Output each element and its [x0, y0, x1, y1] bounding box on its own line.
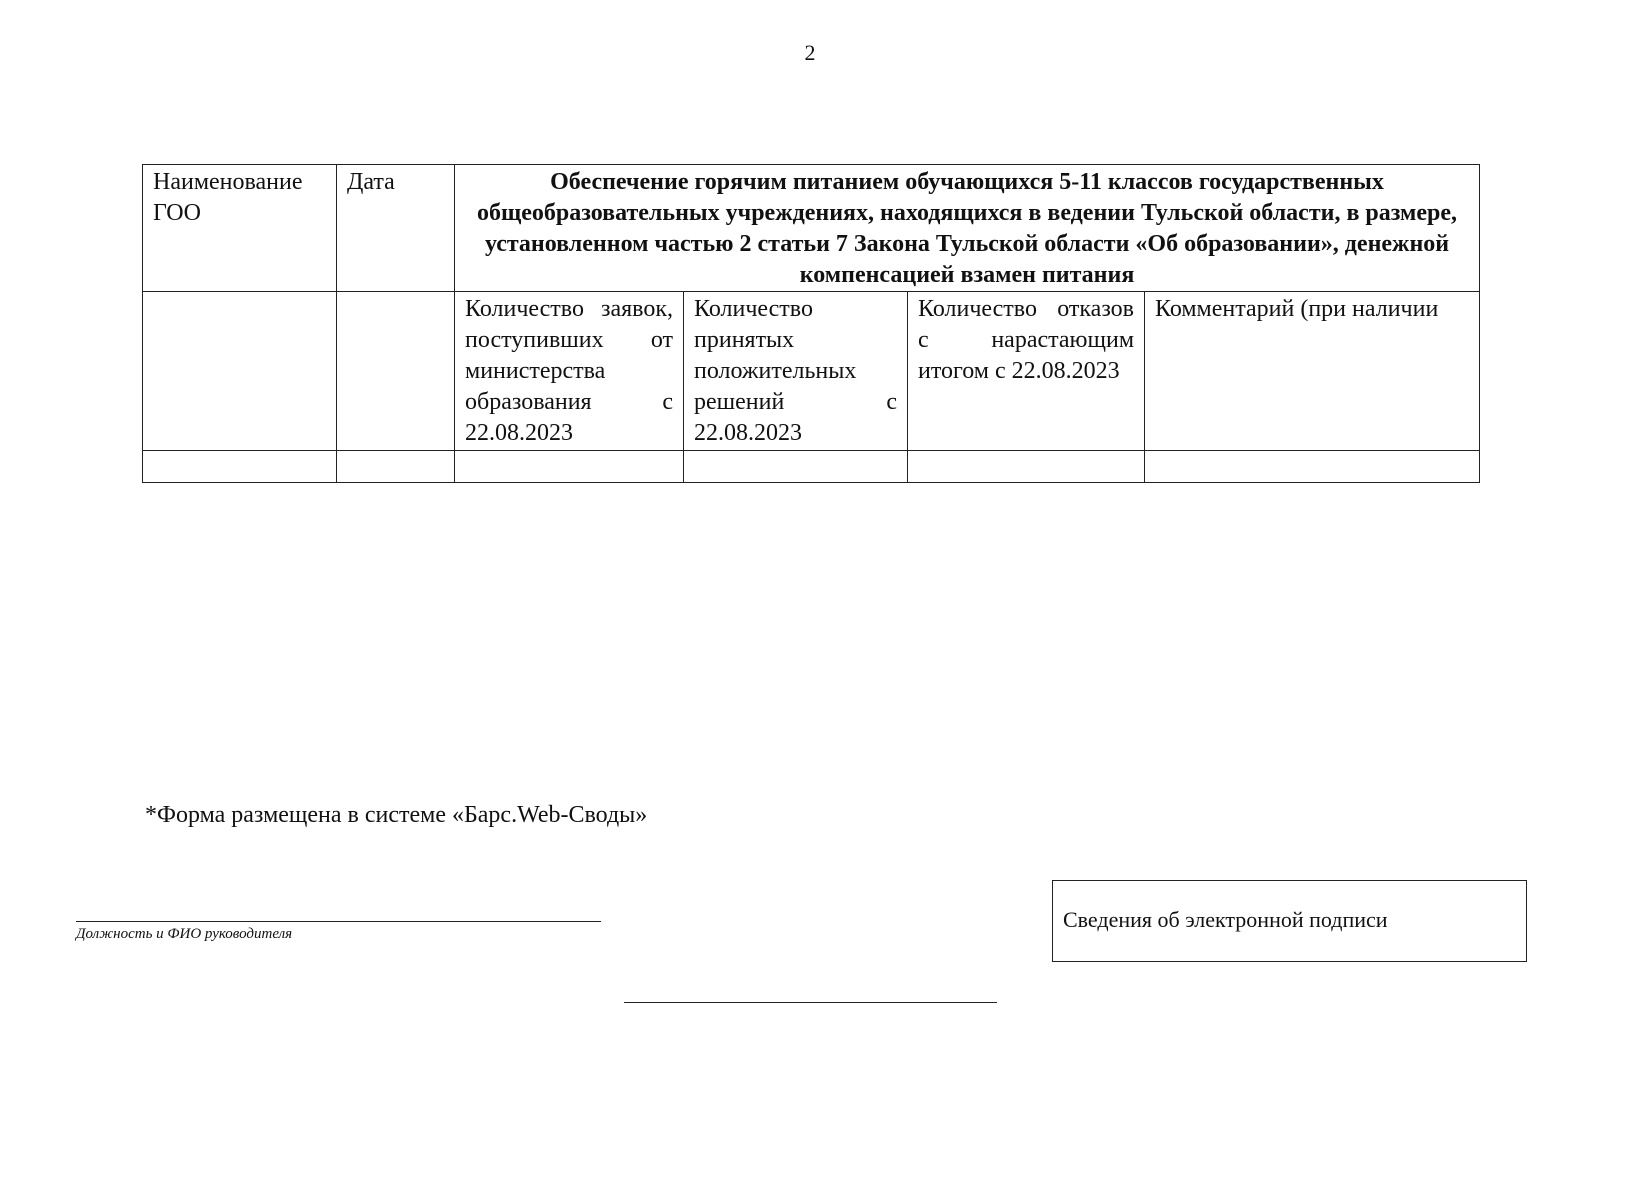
subheader-date-empty-cell [337, 292, 455, 451]
table-cell [143, 451, 337, 483]
table-header-row [143, 165, 1480, 292]
signature-line [76, 921, 601, 922]
table-cell [684, 451, 908, 483]
table-cell [1145, 451, 1480, 483]
subheader-name-empty-cell [143, 292, 337, 451]
footnote: *Форма размещена в системе «Барс.Web-Своды» [145, 802, 648, 828]
table-row [143, 451, 1480, 483]
subheader-comment: Комментарий (при наличии [1145, 292, 1480, 451]
header-main-title: Обеспечение горячим питанием обучающихся 5-11 классов государственных общеобразовательных учреждениях, находящихся в ведении Тульской области, в размере, установленном частью 2 статьи 7 Закона Тульской области «Об образовании», денежной компенсацией взамен питания [455, 165, 1480, 292]
header-name-cell: Наименование ГОО [143, 165, 337, 292]
subheader-accepted: Количество принятых положительных решений с 22.08.2023 [684, 292, 908, 451]
header-date-cell: Дата [337, 165, 455, 292]
electronic-signature-box [1052, 880, 1527, 962]
table-cell [337, 451, 455, 483]
page-number: 2 [804, 40, 816, 65]
subheader-applications: Количество заявок, поступивших от министерства образования с 22.08.2023 [455, 292, 684, 451]
report-table [142, 164, 1480, 483]
subheader-refusals: Количество отказов с нарастающим итогом с 22.08.2023 [908, 292, 1145, 451]
bottom-divider-line [624, 1002, 997, 1003]
table-cell [455, 451, 684, 483]
electronic-signature-label: Сведения об электронной подписи [1063, 907, 1388, 932]
table-subheader-row [143, 292, 1480, 451]
signature-caption: Должность и ФИО руководителя [76, 926, 293, 942]
table-cell [908, 451, 1145, 483]
